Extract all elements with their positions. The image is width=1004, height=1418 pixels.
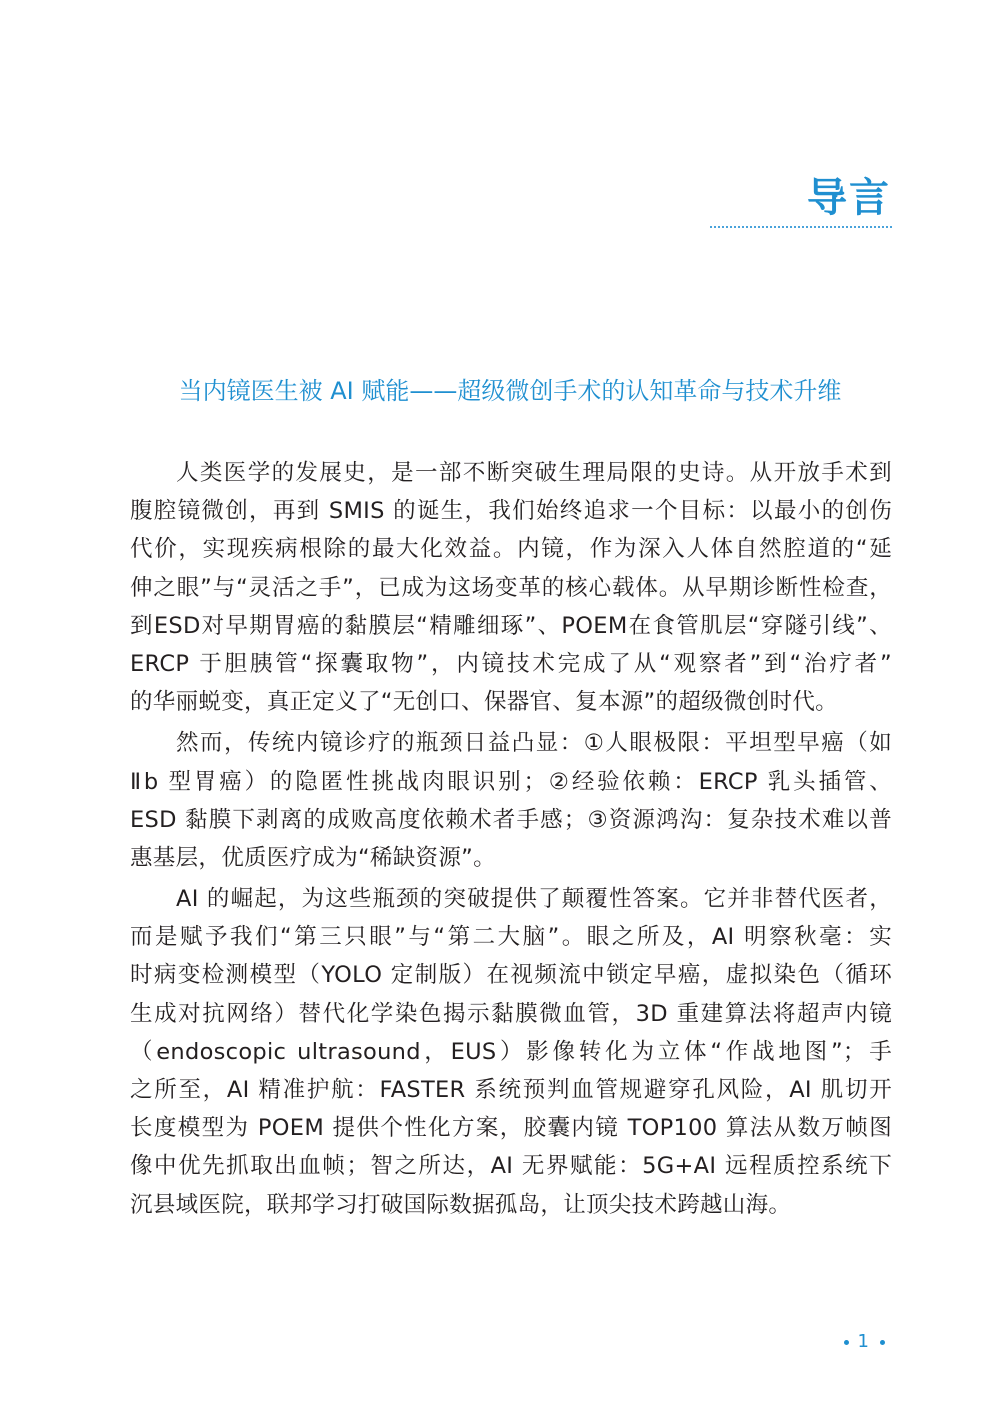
paragraph [130, 880, 892, 1224]
text-line: 惠基层，优质医疗成为“稀缺资源”。 [130, 844, 496, 871]
text-line: 长度模型为 POEM 提供个性化方案，胶囊内镜 TOP100 算法从数万帧图 [130, 1115, 892, 1142]
text-line: 腹腔镜微创，再到 SMIS 的诞生，我们始终追求一个目标：以最小的创伤 [130, 498, 892, 525]
text-line: Ⅱb 型胃癌）的隐匿性挑战肉眼识别；②经验依赖：ERCP 乳头插管、 [130, 768, 892, 795]
text-line: 像中优先抓取出血帧；智之所达，AI 无界赋能：5G+AI 远程质控系统下 [130, 1153, 892, 1180]
page-number [835, 1330, 894, 1354]
text-line: ESD 黏膜下剥离的成败高度依赖术者手感；③资源鸿沟：复杂技术难以普 [130, 806, 892, 833]
bullet-icon [844, 1340, 849, 1345]
text-line: 生成对抗网络）替代化学染色揭示黏膜微血管，3D 重建算法将超声内镜 [130, 1000, 892, 1027]
text-line: AI 的崛起，为这些瓶颈的突破提供了颠覆性答案。它并非替代医者， [176, 886, 892, 913]
title-divider [710, 226, 892, 228]
text-line: 人类医学的发展史，是一部不断突破生理局限的史诗。从开放手术到 [176, 460, 892, 486]
text-line: 的华丽蜕变，真正定义了“无创口、保器官、复本源”的超级微创时代。 [130, 689, 838, 716]
text-line: 然而，传统内镜诊疗的瓶颈日益凸显：①人眼极限：平坦型早癌（如 [176, 730, 892, 757]
section-title: 当内镜医生被 AI 赋能——超级微创手术的认知革命与技术升维 [178, 377, 842, 405]
text-line: 之所至，AI 精准护航：FASTER 系统预判血管规避穿孔风险，AI 肌切开 [130, 1077, 892, 1103]
paragraph [130, 724, 892, 877]
page-number-value: 1 [857, 1331, 871, 1352]
text-line: 伸之眼”与“灵活之手”，已成为这场变革的核心载体。从早期诊断性检查， [130, 574, 892, 601]
text-line: 代价，实现疾病根除的最大化效益。内镜，作为深入人体自然腔道的“延 [130, 536, 892, 563]
body-text [130, 454, 892, 1224]
text-line: ERCP 于胆胰管“探囊取物”，内镜技术完成了从“观察者”到“治疗者” [130, 650, 892, 677]
text-line: （endoscopic ultrasound，EUS）影像转化为立体“作战地图”；手 [130, 1038, 892, 1065]
text-line: 时病变检测模型（YOLO 定制版）在视频流中锁定早癌，虚拟染色（循环 [130, 962, 892, 989]
chapter-title: 导言 [807, 175, 891, 221]
text-line: 而是赋予我们“第三只眼”与“第二大脑”。眼之所及，AI 明察秋毫：实 [130, 924, 892, 951]
bullet-icon [880, 1340, 885, 1345]
text-line: 沉县域医院，联邦学习打破国际数据孤岛，让顶尖技术跨越山海。 [130, 1191, 792, 1218]
text-line: 到ESD对早期胃癌的黏膜层“精雕细琢”、POEM在食管肌层“穿隧引线”、 [130, 612, 892, 639]
paragraph [130, 454, 892, 721]
